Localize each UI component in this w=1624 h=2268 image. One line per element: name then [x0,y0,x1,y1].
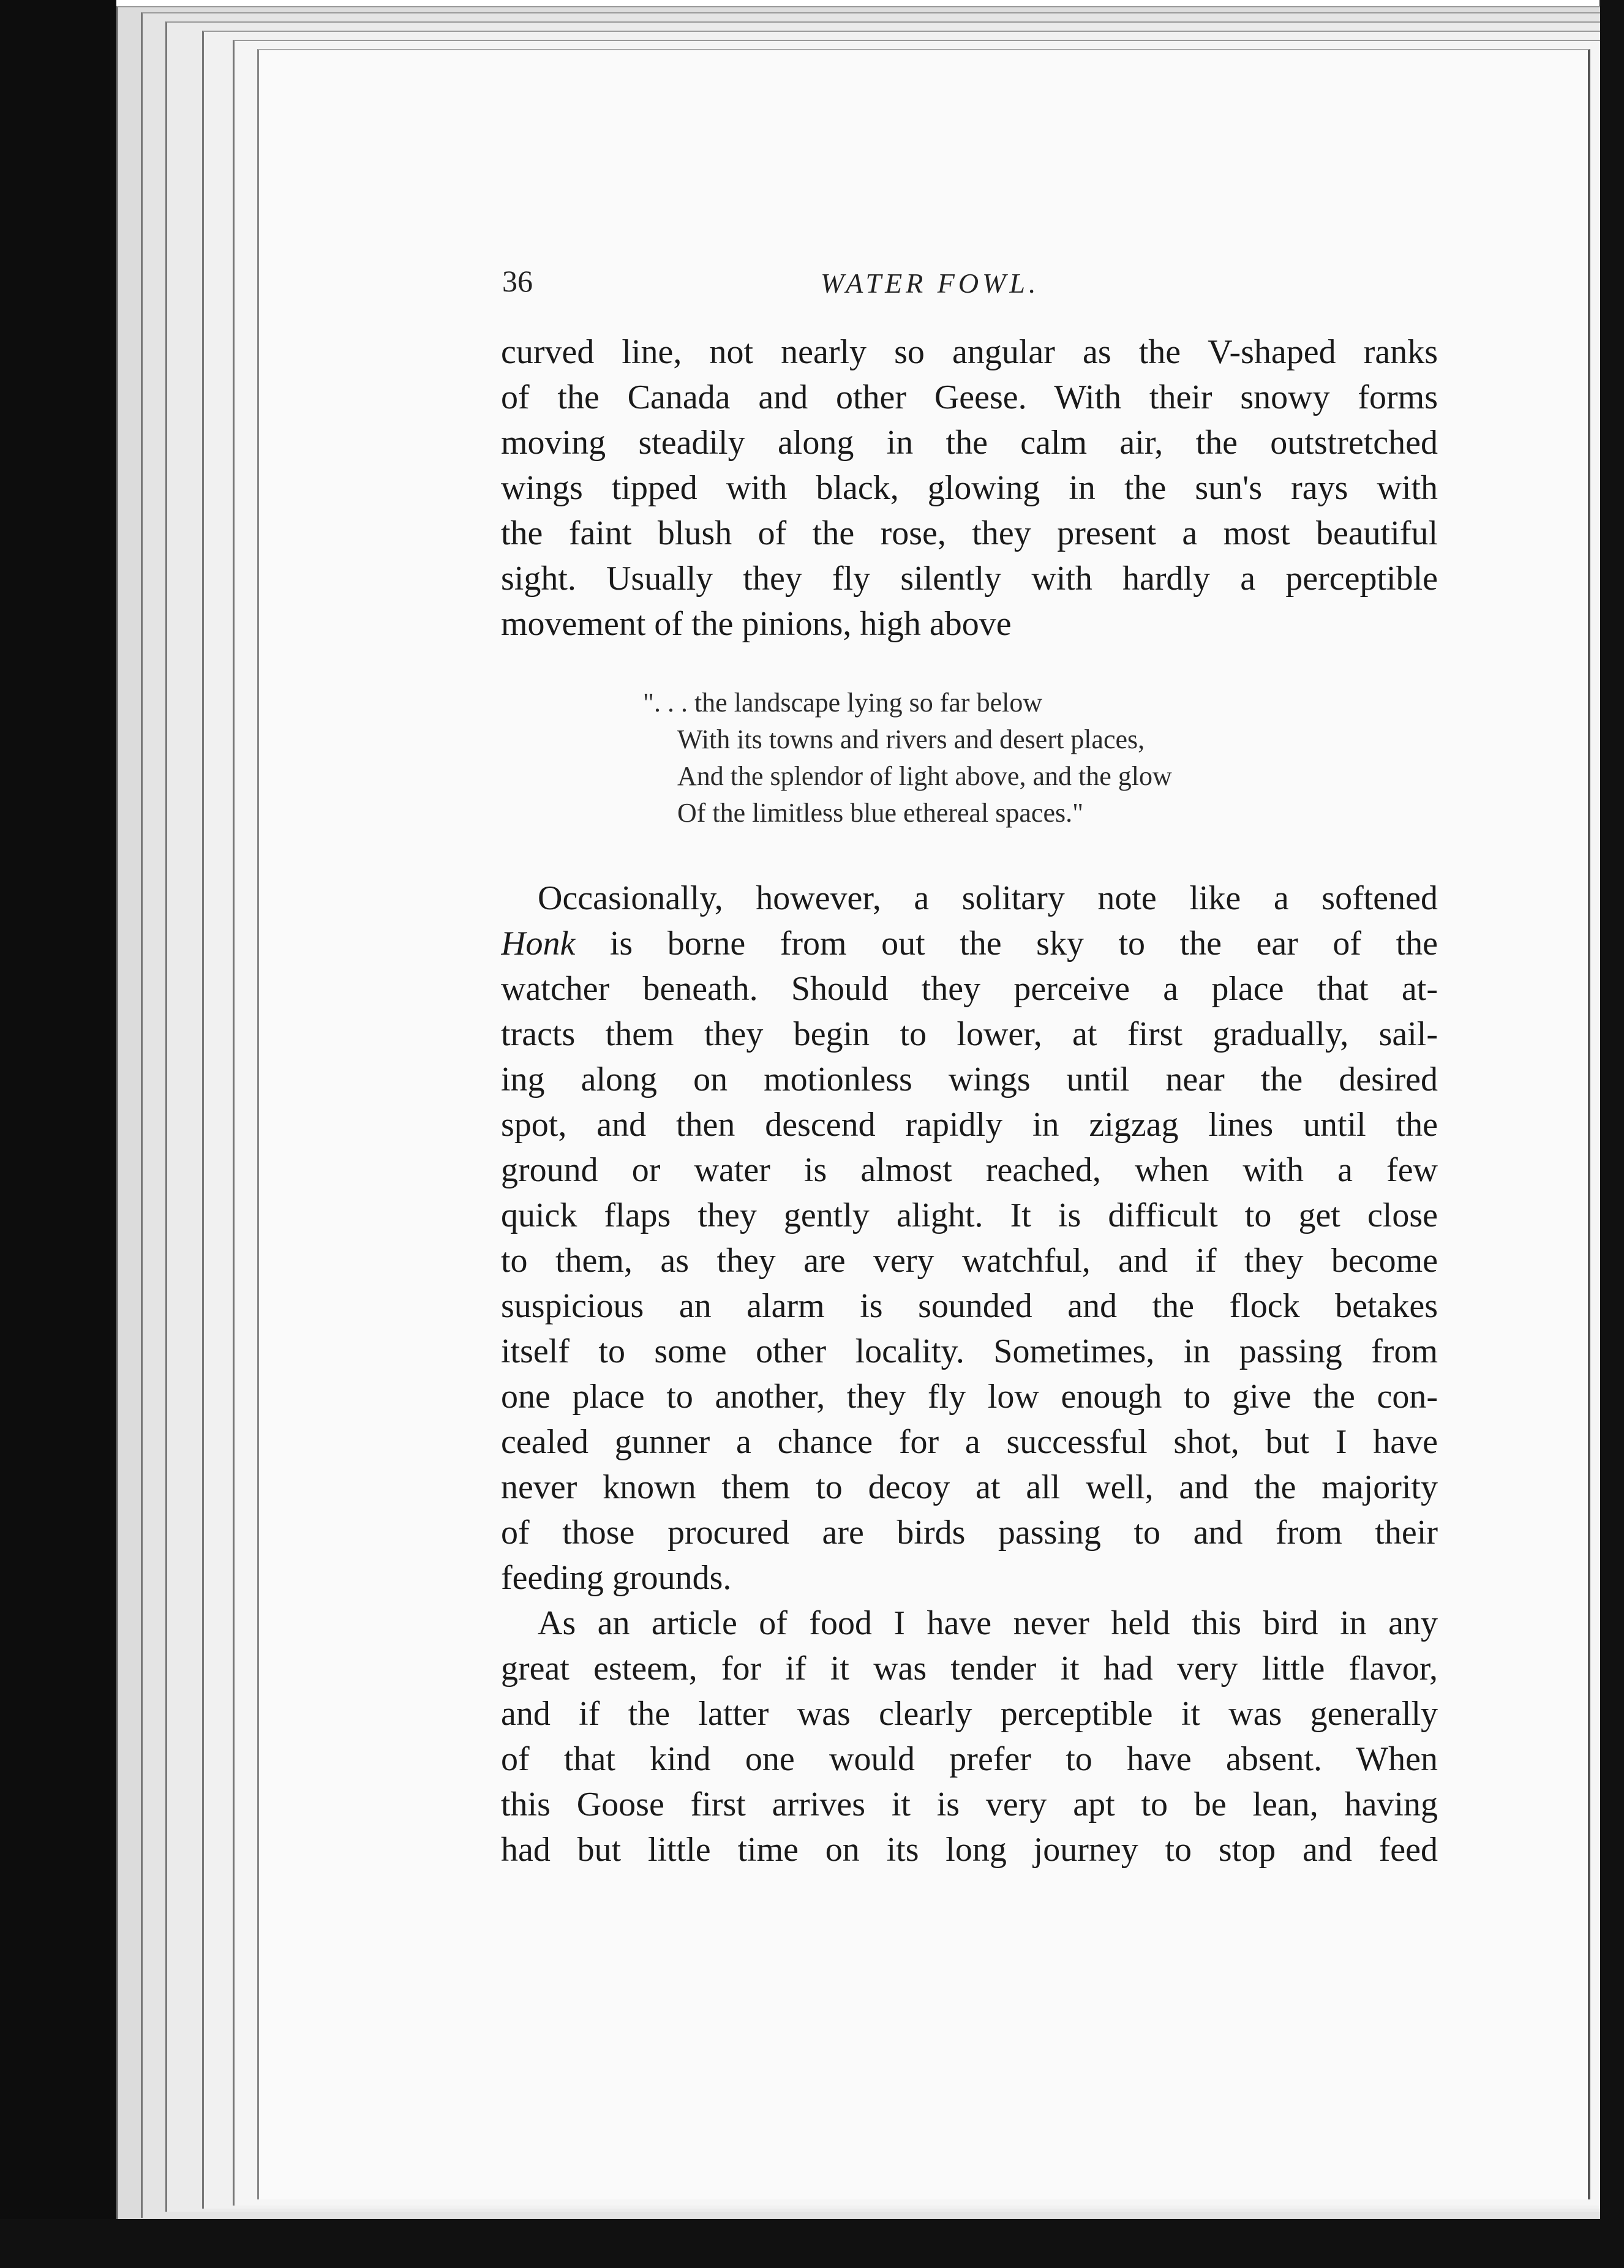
text-line: of the Canada and other Geese. With their snowy forms [501,378,1438,416]
text-line: Occasionally, however, a solitary note like a softened [538,879,1438,917]
text-line: As an article of food I have never held this bird in any [538,1604,1438,1642]
text-line: Honk is borne from out the sky to the ear of the [501,925,1438,963]
paragraph-2 [501,876,1438,1872]
scan-border-bottom [0,2219,1624,2268]
text-line: cealed gunner a chance for a successful shot, but I have [501,1423,1438,1461]
text-line: tracts them they begin to lower, at first gradually, sail- [501,1015,1438,1053]
scan-border-right [1600,0,1624,2268]
scan-border-left [0,0,116,2268]
verse-quotation [643,685,1378,832]
page-header [502,263,1433,312]
running-head: WATER FOWL. [821,268,1040,299]
text-line: to them, as they are very watchful, and if they become [501,1242,1438,1280]
text-line: curved line, not nearly so angular as the V-shaped ranks [501,333,1438,371]
text-line: one place to another, they fly low enough to give the con- [501,1378,1438,1416]
text-line: sight. Usually they fly silently with hardly a perceptible [501,560,1438,598]
text-line: of those procured are birds passing to and from their [501,1514,1438,1552]
text-line: ground or water is almost reached, when with a few [501,1151,1438,1189]
text-line: ing along on motionless wings until near the desired [501,1061,1438,1098]
text-line: never known them to decoy at all well, and the majority [501,1468,1438,1506]
text-line: movement of the pinions, high above [501,605,1012,643]
verse-line: And the splendor of light above, and the glow [677,761,1172,791]
text-line: spot, and then descend rapidly in zigzag lines until the [501,1106,1438,1144]
text-line: this Goose first arrives it is very apt to be lean, having [501,1785,1438,1823]
verse-line: ". . . the landscape lying so far below [643,688,1043,718]
text-line: great esteem, for if it was tender it had very little flavor, [501,1650,1438,1688]
verse-line: Of the limitless blue ethereal spaces." [677,798,1084,828]
text-line: moving steadily along in the calm air, the outstretched [501,424,1438,462]
text-line: and if the latter was clearly perceptible it was generally [501,1695,1438,1733]
text-line: itself to some other locality. Sometimes, in passing from [501,1332,1438,1370]
text-line: feeding grounds. [501,1559,732,1597]
text-line: watcher beneath. Should they perceive a place that at- [501,970,1438,1008]
verse-line: With its towns and rivers and desert places, [677,724,1145,754]
page-number: 36 [502,264,533,298]
text-line: wings tipped with black, glowing in the sun's rays with [501,469,1438,507]
text-line: of that kind one would prefer to have absent. When [501,1740,1438,1778]
text-line: had but little time on its long journey to stop and feed [501,1831,1438,1869]
text-line: quick flaps they gently alight. It is difficult to get close [501,1196,1438,1234]
text-line: the faint blush of the rose, they present a most beautiful [501,514,1438,552]
paragraph-1 [501,329,1438,647]
text-line: suspicious an alarm is sounded and the flock betakes [501,1287,1438,1325]
